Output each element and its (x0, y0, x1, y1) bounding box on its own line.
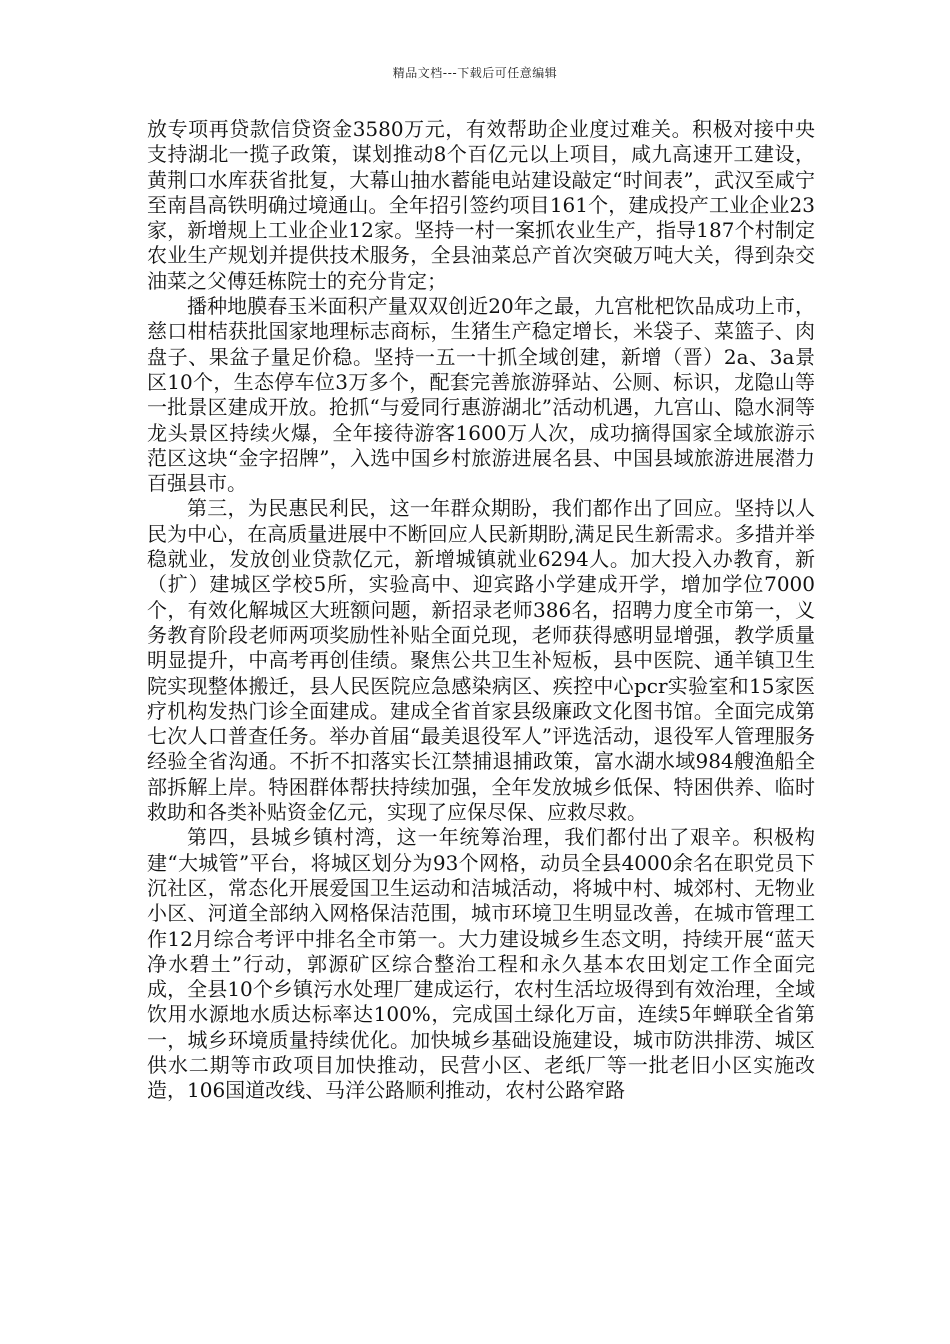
paragraph-2: 播种地膜春玉米面积产量双双创近20年之最，九宫枇杷饮品成功上市，慈口柑桔获批国家地理标志商标，生猪生产稳定增长，米袋子、菜篮子、肉盘子、果盆子量足价稳。坚持一五一十抓全域创建，新增（晋）2a、3a景区10个，生态停车位3万多个，配套完善旅游驿站、公厕、标识，龙隐山等一批景区建成开放。抢抓“与爱同行惠游湖北”活动机遇，九宫山、隐水洞等龙头景区持续火爆，全年接待游客1600万人次，成功摘得国家全域旅游示范区这块“金字招牌”，入选中国乡村旅游进展名县、中国县域旅游进展潜力百强县市。 (147, 294, 815, 496)
paragraph-4: 第四，县城乡镇村湾，这一年统筹治理，我们都付出了艰辛。积极构建“大城管”平台，将城区划分为93个网格，动员全县4000余名在职党员下沉社区，常态化开展爱国卫生运动和洁城活动，将城中村、城郊村、无物业小区、河道全部纳入网格保洁范围，城市环境卫生明显改善，在城市管理工作12月综合考评中排名全市第一。大力建设城乡生态文明，持续开展“蓝天净水碧土”行动，郭源矿区综合整治工程和永久基本农田划定工作全面完成，全县10个乡镇污水处理厂建成运行，农村生活垃圾得到有效治理，全域饮用水源地水质达标率达100%，完成国土绿化万亩，连续5年蝉联全省第一，城乡环境质量持续优化。加快城乡基础设施建设，城市防洪排涝、城区供水二期等市政项目加快推动，民营小区、老纸厂等一批老旧小区实施改造，106国道改线、马洋公路顺利推动，农村公路窄路 (147, 825, 815, 1103)
page-header: 精品文档---下载后可任意编辑 (392, 66, 558, 80)
paragraph-1: 放专项再贷款信贷资金3580万元，有效帮助企业度过难关。积极对接中央支持湖北一揽子政策，谋划推动8个百亿元以上项目，咸九高速开工建设，黄荆口水库获省批复，大幕山抽水蓄能电站建设敲定“时间表”，武汉至咸宁至南昌高铁明确过境通山。全年招引签约项目161个，建成投产工业企业23家，新增规上工业企业12家。坚持一村一案抓农业生产，指导187个村制定农业生产规划并提供技术服务，全县油菜总产首次突破万吨大关，得到杂交油菜之父傅廷栋院士的充分肯定； (147, 117, 815, 293)
document-body (147, 117, 815, 1104)
paragraph-3: 第三，为民惠民利民，这一年群众期盼，我们都作出了回应。坚持以人民为中心，在高质量进展中不断回应人民新期盼,满足民生新需求。多措并举稳就业，发放创业贷款亿元，新增城镇就业6294人。加大投入办教育，新（扩）建城区学校5所，实验高中、迎宾路小学建成开学，增加学位7000个，有效化解城区大班额问题，新招录老师386名，招聘力度全市第一，义务教育阶段老师两项奖励性补贴全面兑现，老师获得感明显增强，教学质量明显提升，中高考再创佳绩。聚焦公共卫生补短板，县中医院、通羊镇卫生院实现整体搬迁，县人民医院应急感染病区、疾控中心pcr实验室和15家医疗机构发热门诊全面建成。建成全省首家县级廉政文化图书馆。全面完成第七次人口普查任务。举办首届“最美退役军人”评选活动，退役军人管理服务经验全省沟通。不折不扣落实长江禁捕退捕政策，富水湖水域984艘渔船全部拆解上岸。特困群体帮扶持续加强，全年发放城乡低保、特困供养、临时救助和各类补贴资金亿元，实现了应保尽保、应救尽救。 (147, 496, 815, 825)
